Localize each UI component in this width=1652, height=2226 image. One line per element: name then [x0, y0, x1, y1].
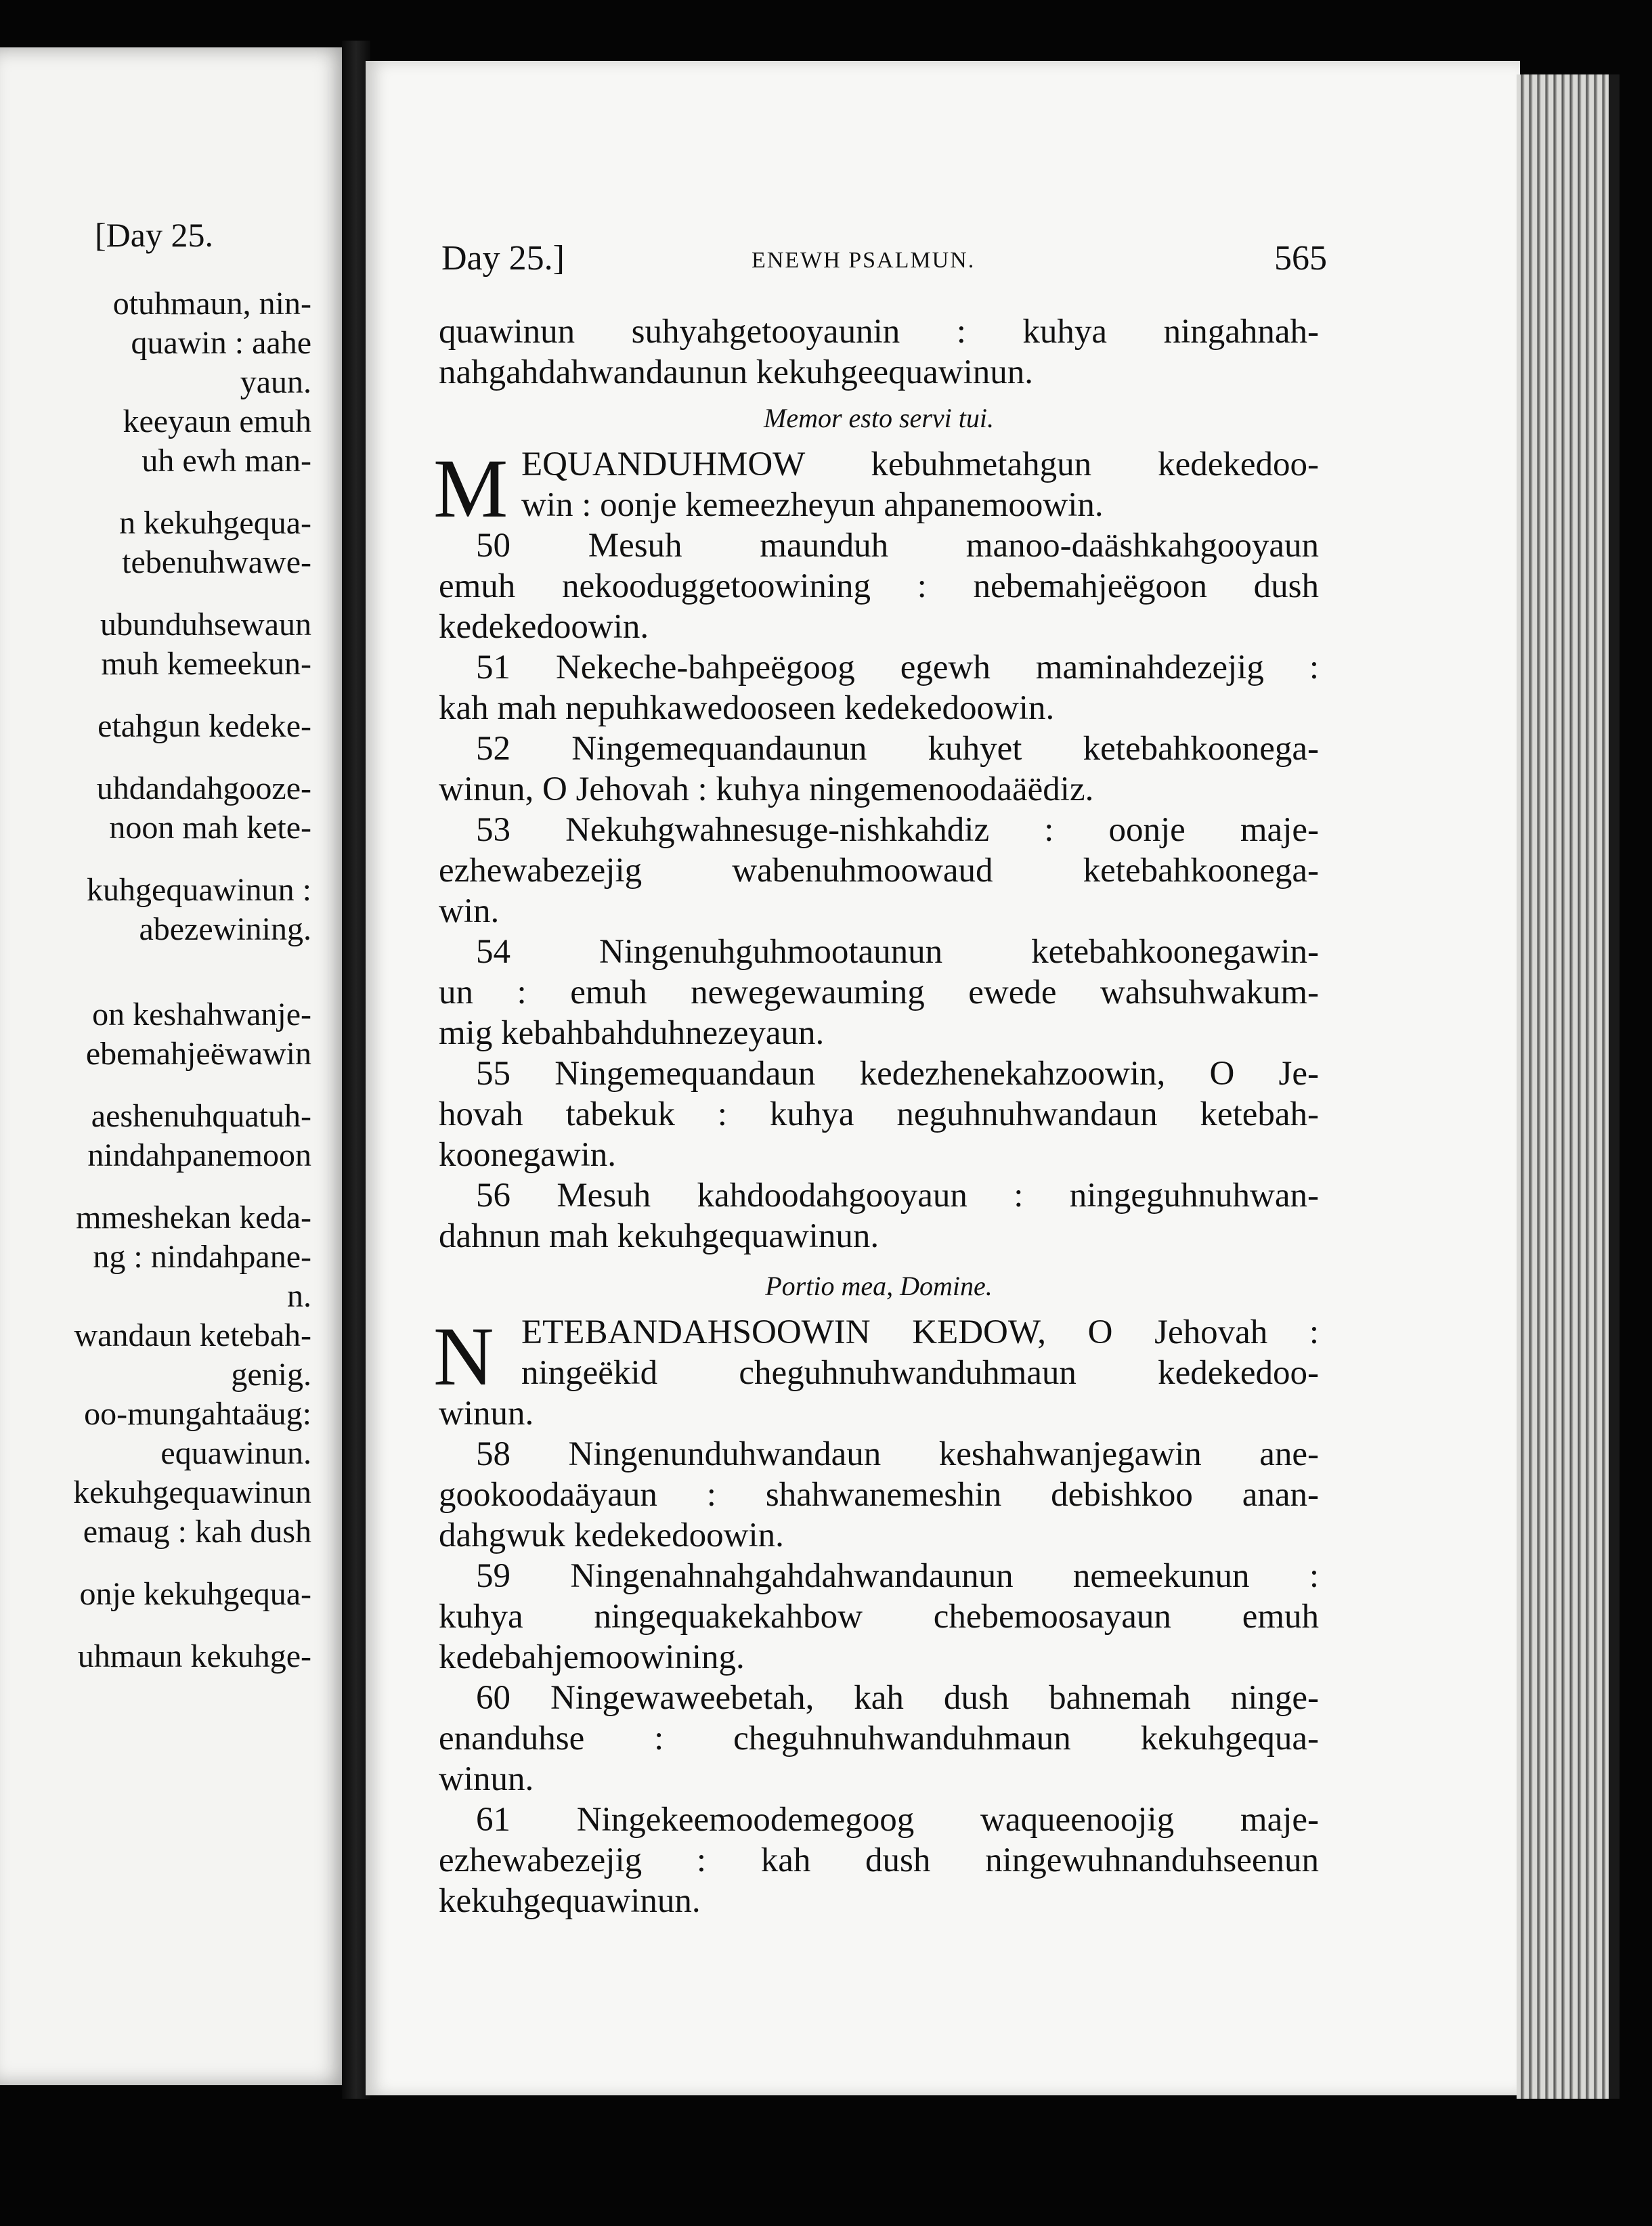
- text-line: win : oonje kemeezheyun ahpanemoowin.: [521, 486, 1104, 524]
- left-page-header: [Day 25.: [95, 216, 213, 254]
- left-page-line: ng : nindahpane-: [93, 1239, 311, 1275]
- text-line: EQUANDUHMOW kebuhmetahgun kedekedoo-: [521, 445, 1319, 483]
- section-title: Memor esto servi tui.: [764, 403, 994, 433]
- page-edges: [1517, 74, 1620, 2099]
- left-page-line: n.: [287, 1278, 311, 1314]
- verse-line: 54 Ningenuhguhmootaunun ketebahkoonegawin-: [476, 933, 1319, 971]
- left-page-line: onje kekuhgequa-: [79, 1576, 311, 1612]
- section-opening: [433, 442, 1319, 535]
- left-page-line: otuhmaun, nin-: [112, 286, 311, 322]
- left-page-line: keeyaun emuh: [123, 403, 311, 439]
- left-page: [0, 47, 349, 2085]
- text-line: kekuhgequawinun.: [439, 1882, 701, 1920]
- text-line: dahgwuk kedekedoowin.: [439, 1516, 784, 1554]
- left-page-line: kekuhgequawinun: [73, 1475, 311, 1510]
- text-line: mig kebahbahduhnezeyaun.: [439, 1014, 825, 1052]
- verse-line: 50 Mesuh maunduh manoo-daäshkahgooyaun: [476, 527, 1319, 565]
- verse-line: 61 Ningekeemoodemegoog waqueenoojig maje-: [476, 1801, 1319, 1839]
- text-line: koonegawin.: [439, 1136, 617, 1174]
- left-page-line: ubunduhsewaun: [100, 607, 311, 642]
- text-line: kedekedoowin.: [439, 608, 649, 646]
- text-line: kah mah nepuhkawedooseen kedekedoowin.: [439, 689, 1055, 727]
- text-line: ezhewabezejig wabenuhmoowaud ketebahkoonega-: [439, 852, 1319, 890]
- left-page-line: abezewining.: [139, 911, 311, 947]
- left-page-line: etahgun kedeke-: [97, 708, 311, 744]
- text-line: enanduhse : cheguhnuhwanduhmaun kekuhgequa-: [439, 1720, 1319, 1758]
- text-line: quawinun suhyahgetooyaunin : kuhya ningahnah-: [439, 313, 1319, 351]
- drop-cap: N: [433, 1310, 494, 1403]
- verse-line: 53 Nekuhgwahnesuge-nishkahdiz : oonje maje-: [476, 811, 1319, 849]
- left-page-line: wandaun ketebah-: [74, 1317, 311, 1353]
- left-page-line: oo-mungahtaäug:: [84, 1396, 311, 1432]
- text-line: winun.: [439, 1760, 534, 1798]
- text-line: ezhewabezejig : kah dush ningewuhnanduhseenun: [439, 1841, 1319, 1879]
- text-line: winun, O Jehovah : kuhya ningemenoodaäëdiz.: [439, 770, 1094, 808]
- left-page-line: mmeshekan keda-: [76, 1200, 311, 1236]
- verse-line: 52 Ningemequandaunun kuhyet ketebahkoonega-: [476, 730, 1319, 768]
- text-line: emuh nekooduggetoowining : nebemahjeëgoon dush: [439, 567, 1319, 605]
- verse-list: [439, 525, 1319, 1257]
- verse-list: [439, 1434, 1319, 1921]
- running-head-title: ENEWH PSALMUN.: [752, 248, 976, 273]
- verse-line: 58 Ningenunduhwandaun keshahwanjegawin ane-: [476, 1435, 1319, 1473]
- left-page-line: quawin : aahe: [131, 325, 311, 361]
- text-line: kedebahjemoowining.: [439, 1638, 745, 1676]
- page-number: 565: [1274, 239, 1327, 278]
- text-line: win.: [439, 892, 500, 930]
- text-line: ETEBANDAHSOOWIN KEDOW, O Jehovah :: [521, 1313, 1319, 1351]
- left-page-line: ebemahjeëwawin: [85, 1036, 311, 1072]
- text-line: winun.: [439, 1395, 534, 1433]
- section-title: Portio mea, Domine.: [765, 1271, 993, 1301]
- left-page-line: nindahpanemoon: [87, 1137, 311, 1173]
- left-page-line: muh kemeekun-: [101, 646, 311, 682]
- left-page-line: equawinun.: [160, 1435, 311, 1471]
- text-line: ningeëkid cheguhnuhwanduhmaun kedekedoo-: [521, 1354, 1319, 1392]
- verse-line: 51 Nekeche-bahpeëgoog egewh maminahdezejig :: [476, 649, 1319, 686]
- text-line: hovah tabekuk : kuhya neguhnuhwandaun ketebah-: [439, 1095, 1319, 1133]
- left-page-line: uh ewh man-: [142, 443, 311, 479]
- left-page-line: aeshenuhquatuh-: [91, 1098, 311, 1134]
- text-line: gookoodaäyaun : shahwanemeshin debishkoo anan-: [439, 1476, 1319, 1514]
- verse-line: 55 Ningemequandaun kedezhenekahzoowin, O Je-: [476, 1055, 1319, 1093]
- left-page-line: tebenuhwawe-: [122, 544, 311, 580]
- verse-line: 59 Ningenahnahgahdahwandaunun nemeekunun :: [476, 1557, 1319, 1595]
- running-head-day: Day 25.]: [441, 239, 565, 278]
- left-page-line: uhdandahgooze-: [96, 770, 311, 806]
- verse-line: 56 Mesuh kahdoodahgooyaun : ningeguhnuhwan-: [476, 1177, 1319, 1215]
- section-opening: [433, 1310, 1319, 1434]
- text-line: kuhya ningequakekahbow chebemoosayaun emuh: [439, 1598, 1319, 1636]
- left-page-line: kuhgequawinun :: [87, 872, 311, 908]
- left-page-line: yaun.: [240, 364, 311, 400]
- text-line: nahgahdahwandaunun kekuhgeequawinun.: [439, 353, 1034, 391]
- text-line: dahnun mah kekuhgequawinun.: [439, 1217, 879, 1255]
- left-page-line: genig.: [231, 1357, 311, 1393]
- left-page-line: noon mah kete-: [109, 810, 311, 846]
- text-line: un : emuh newegewauming ewede wahsuhwakum-: [439, 974, 1319, 1011]
- main-text: [433, 311, 1319, 1921]
- left-page-line: uhmaun kekuhge-: [77, 1638, 311, 1674]
- left-page-line: n kekuhgequa-: [119, 505, 311, 541]
- verse-line: 60 Ningewaweebetah, kah dush bahnemah ninge-: [476, 1679, 1319, 1717]
- left-page-line: emaug : kah dush: [83, 1514, 311, 1550]
- drop-cap: M: [433, 442, 508, 535]
- left-page-line: on keshahwanje-: [92, 997, 311, 1032]
